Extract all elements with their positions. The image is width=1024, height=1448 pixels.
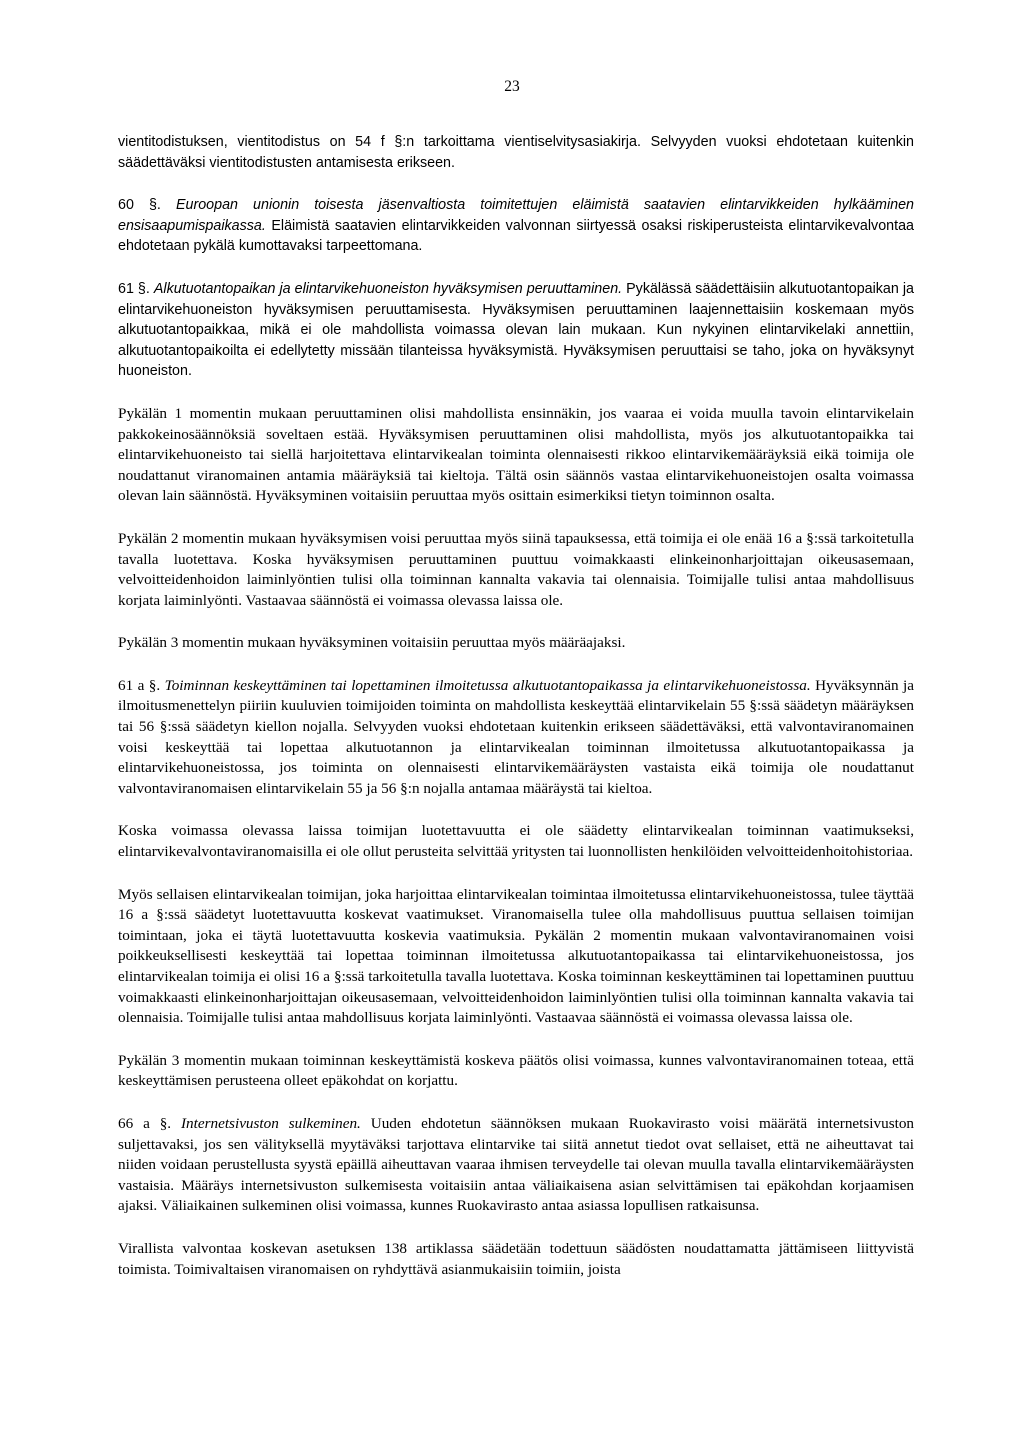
section-60 [118,195,914,257]
section-number: 61 §. [118,280,150,297]
paragraph: Pykälän 2 momentin mukaan hyväksymisen voisi peruuttaa myös siinä tapauksessa, että toimija ei ole enää 16 a §:ssä tarkoitetulla tavalla luotettava. Koska hyväksymisen peruuttaminen puuttuu voimakkaasti elinkeinonharjoittajan oikeusasemaan, velvoitteidenhoidon laiminlyöntien tulisi olla toiminnan kannalta vakavia tai olennaisia. Toimijalle tulisi antaa mahdollisuus korjata laiminlyönti. Vastaavaa säännöstä ei voimassa olevassa laissa ole. [118,529,914,609]
section-text: Uuden ehdotetun säännöksen mukaan Ruokavirasto voisi määrätä internetsivuston suljettavaksi, jos sen välityksellä myytäväksi tarjottava elintarvike tai siitä annetut tiedot ovat sellaiset, että ne aiheuttavat tai niiden voidaan perustellusta syystä epäillä aiheuttavan vaaraa ihmisen terveydelle tai olevan muulla tavalla elintarvikemääräysten vastaisia. Määräys internetsivuston sulkemisesta voitaisiin antaa väliaikaisena asian selvittämisen tai epäkohdan korjaamisen ajaksi. Väliaikainen sulkeminen olisi voimassa, kunnes Ruokavirasto antaa asiassa lopullisen ratkaisunsa. [118,1114,915,1215]
document-body [118,132,914,1302]
section-text: Pykälässä säädettäisiin alkutuotantopaikan ja elintarvikehuoneiston hyväksymisen peruuttamisesta. Hyväksymisen peruuttaminen laajennettaisiin koskemaan myös alkutuotantopaikkaa, mikä ei ole mahdollista voimassa olevan lain mukaan. Kun nykyinen elintarvikelaki annettiin, alkutuotantopaikoilta ei edellytetty missään tilanteissa hyväksymistä. Hyväksymisen peruuttaisi se taho, joka on hyväksynyt huoneiston. [118,280,914,380]
paragraph: Pykälän 1 momentin mukaan peruuttaminen olisi mahdollista ensinnäkin, jos vaaraa ei voida muulla tavoin elintarvikelain pakkokeinosäännöksiä soveltaen estää. Hyväksymisen peruuttaminen olisi mahdollista, myös jos alkutuotantopaikka tai elintarvikehuoneisto tai siellä harjoitettava elintarvikealan toiminta olennaisesti rikkoo elintarvikemääräyksiä eikä toimija ole noudattanut viranomainen antamia määräyksiä tai kieltoja. Tältä osin säännös vastaa elintarvikehuoneistojen osalta voimassa olevan lain säännöstä. Hyväksyminen voitaisiin peruuttaa myös osittain esimerkiksi tietyn toiminnon osalta. [118,404,914,505]
paragraph: Myös sellaisen elintarvikealan toimijan, joka harjoittaa elintarvikealan toimintaa ilmoitetussa elintarvikehuoneistossa, tulee täyttää 16 a §:ssä säädetyt luotettavuutta koskevat vaatimukset. Viranomaisella tulee olla mahdollisuus puuttua sellaisen toimijan toimintaan, joka ei täytä luotettavuutta koskevia vaatimuksia. Pykälän 2 momentin mukaan valvontaviranomainen voisi poikkeuksellisesti keskeyttää tai lopettaa toiminnan ilmoitetussa alkutuotantopaikassa tai elintarvikehuoneistossa, jos elintarvikealan toimija ei olisi 16 a §:ssä tarkoitetulla tavalla luotettava. Koska toiminnan keskeyttäminen tai lopettaminen puuttuu voimakkaasti elinkeinonharjoittajan oikeusasemaan, velvoitteidenhoidon laiminlyöntien tulisi olla toiminnan kannalta vakavia tai olennaisia. Toimijalle tulisi antaa mahdollisuus korjata laiminlyönti. Vastaavaa säännöstä ei voimassa olevassa laissa ole. [118,885,914,1027]
section-61 [118,279,914,382]
section-text: Hyväksynnän ja ilmoitusmenettelyn piiriin kuuluvien toimijoiden toiminta on mahdollista keskeyttää elintarvikelain 55 §:ssä säädetyn määräyksen tai 56 §:ssä säädetyn kiellon nojalla. Selvyyden vuoksi ehdotetaan kuitenkin erikseen säädettäväksi, että valvontaviranomainen voisi keskeyttää tai lopettaa alkutuotannon ja elintarvikealan toiminnan ilmoitetussa alkutuotantopaikassa ja elintarvikehuoneistossa, jos toiminta on olennaisesti elintarvikemääräysten vastaista eikä toimija ole noudattanut valvontaviranomaisen elintarvikelain 55 ja 56 §:n nojalla antamaa määräystä tai kieltoa. [118,676,915,797]
paragraph: Koska voimassa olevassa laissa toimijan luotettavuutta ei ole säädetty elintarvikealan toiminnan vaatimukseksi, elintarvikevalvontaviranomaisilla ei ole ollut perusteita selvittää yritysten tai luonnollisten henkilöiden velvoitteidenhoitohistoriaa. [118,822,914,861]
section-61a [118,676,914,800]
paragraph: Virallista valvontaa koskevan asetuksen 138 artiklassa säädetään todettuun säädösten noudattamatta jättämiseen liittyvistä toimista. Toimivaltaisen viranomaisen on ryhdyttävä asianmukaisiin toimiin, joista [118,1239,914,1278]
section-number: 66 a §. [118,1114,172,1132]
section-text: Eläimistä saatavien elintarvikkeiden valvonnan siirtyessä osaksi riskiperusteista elintarvikevalvontaa ehdotetaan pykälä kumottavaksi tarpeettomana. [118,217,914,255]
section-number: 60 §. [118,197,161,214]
paragraph: Pykälän 3 momentin mukaan toiminnan keskeyttämistä koskeva päätös olisi voimassa, kunnes valvontaviranomainen toteaa, että keskeyttämisen perusteena olleet epäkohdat on korjattu. [118,1051,914,1090]
paragraph-continuation: vientitodistuksen, vientitodistus on 54 f §:n tarkoittama vientiselvitysasiakirja. Selvyyden vuoksi ehdotetaan kuitenkin säädettäväksi vientitodistusten antamisesta erikseen. [118,134,914,171]
section-66a [118,1114,914,1217]
page-number: 23 [504,78,520,95]
section-heading: Alkutuotantopaikan ja elintarvikehuoneiston hyväksymisen peruuttaminen. [153,280,623,297]
section-heading: Euroopan unionin toisesta jäsenvaltiosta toimitettujen eläimistä saatavien elintarvikkeiden hylkääminen ensisaapumispaikassa. [118,197,914,234]
section-heading: Toiminnan keskeyttäminen tai lopettaminen ilmoitetussa alkutuotantopaikassa ja elintarvikehuoneistossa. [164,676,811,694]
section-number: 61 a §. [118,676,161,694]
section-heading: Internetsivuston sulkeminen. [180,1114,361,1132]
paragraph: Pykälän 3 momentin mukaan hyväksyminen voitaisiin peruuttaa myös määräajaksi. [118,634,626,652]
